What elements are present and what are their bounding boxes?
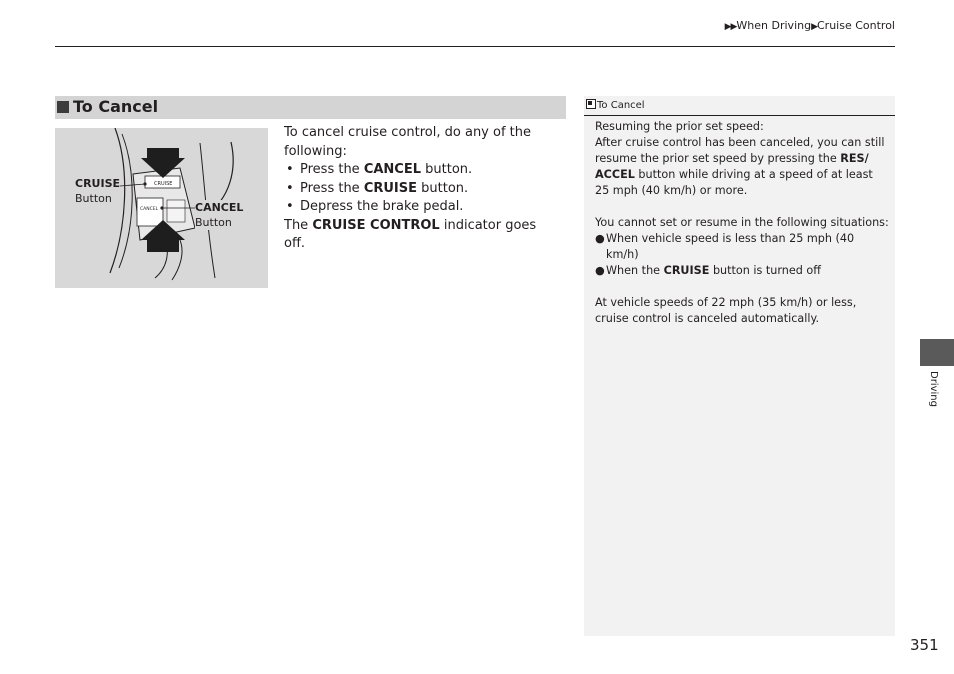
switch-cruise-text: CRUISE xyxy=(154,181,173,187)
section-heading-bar xyxy=(55,96,566,119)
header-divider xyxy=(55,46,895,47)
breadcrumb-arrow-icon: ▶ xyxy=(811,22,817,32)
cancel-button-callout-sub: Button xyxy=(195,216,232,229)
page-number: 351 xyxy=(910,636,939,654)
steering-switch-figure xyxy=(55,128,268,288)
cancel-button-callout xyxy=(195,200,243,230)
breadcrumb-item-cruise-control[interactable]: Cruise Control xyxy=(817,19,895,32)
list-item: • Depress the brake pedal. xyxy=(286,199,464,214)
cruise-button-callout-sub: Button xyxy=(75,192,112,205)
breadcrumb-item-when-driving[interactable]: When Driving xyxy=(736,19,812,32)
section-square-icon xyxy=(57,101,69,113)
list-item: ● When the CRUISE button is turned off xyxy=(595,264,821,277)
switch-cancel-text: CANCEL xyxy=(140,207,159,212)
breadcrumb-arrow-icon: ▶▶ xyxy=(724,22,737,32)
list-item: • Press the CANCEL button. xyxy=(286,162,473,177)
note-body xyxy=(595,119,890,327)
note-p1-line2: After cruise control has been canceled, you can still resume the prior set speed by pressing the RES/ ACCEL button while driving at a speed of at least 25 mph (40 km/h) or more. xyxy=(595,136,885,197)
note-heading-text: To Cancel xyxy=(597,100,645,111)
main-body-text xyxy=(284,124,559,254)
cruise-button-callout xyxy=(75,176,120,206)
chapter-tab-label[interactable]: Driving xyxy=(928,371,939,407)
body-intro: To cancel cruise control, do any of the following: xyxy=(284,125,531,159)
note-p1-line1: Resuming the prior set speed: xyxy=(595,120,764,133)
note-heading xyxy=(584,96,895,116)
breadcrumb xyxy=(725,19,895,32)
body-closing: The CRUISE CONTROL indicator goes off. xyxy=(284,217,537,251)
list-item: • Press the CRUISE button. xyxy=(286,180,469,196)
section-title: To Cancel xyxy=(73,97,159,116)
cancel-button-callout-title: CANCEL xyxy=(195,201,244,214)
cancel-methods-list xyxy=(284,161,559,217)
note-p3: At vehicle speeds of 22 mph (35 km/h) or less, cruise control is canceled automatically. xyxy=(595,296,857,325)
note-p2-intro: You cannot set or resume in the following situations: xyxy=(595,216,889,229)
reference-icon xyxy=(586,99,596,109)
note-panel xyxy=(584,96,895,636)
cruise-button-callout-title: CRUISE xyxy=(75,177,121,190)
list-item: ● When vehicle speed is less than 25 mph (40 km/h) xyxy=(595,232,855,261)
chapter-tab[interactable] xyxy=(920,339,954,366)
